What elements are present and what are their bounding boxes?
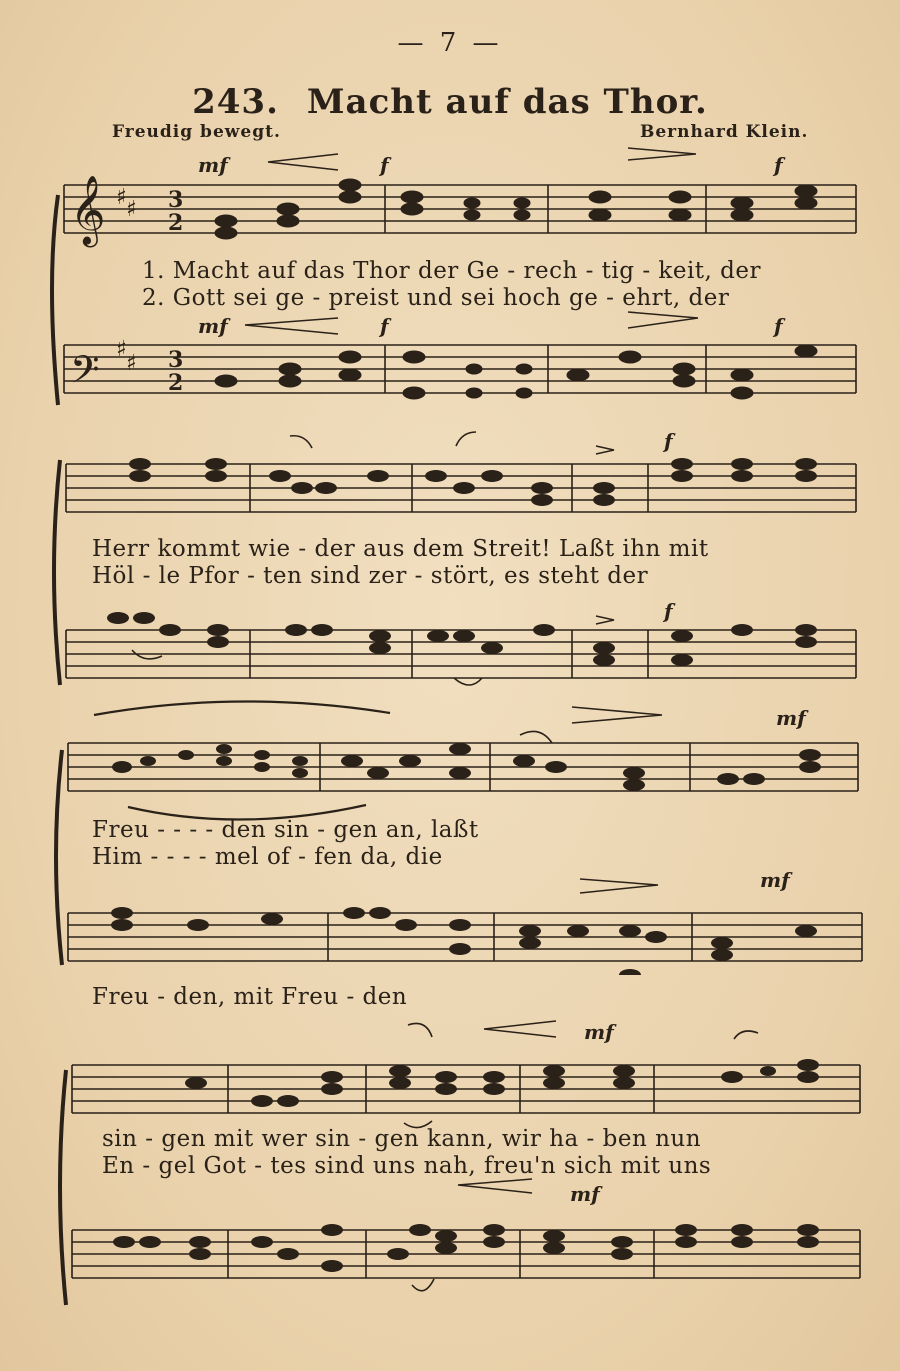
dynamic-f: f: [774, 314, 783, 338]
lyrics-verse-1: sin - gen mit wer sin - gen kann, wir ha - ben nun: [102, 1126, 702, 1152]
dynamic-mf: mf: [198, 153, 228, 177]
time-signature-top: 3: [168, 347, 184, 373]
dynamic-f: f: [774, 153, 783, 177]
dynamic-f: f: [380, 153, 389, 177]
notes-system-2: [107, 458, 817, 666]
treble-clef-icon: 𝄞: [70, 175, 106, 245]
time-signature-bottom: 2: [168, 370, 184, 396]
time-signature-top: 3: [168, 187, 184, 213]
lyrics-verse-1: 1. Macht auf das Thor der Ge - rech - tig - keit, der: [142, 258, 761, 284]
dynamic-mf: mf: [760, 868, 790, 892]
bass-clef-icon: 𝄢: [70, 347, 100, 401]
page-number: — 7 —: [397, 28, 503, 58]
lyrics-verse-1: Herr kommt wie - der aus dem Streit! Laßt ihn mit: [92, 536, 709, 562]
lyrics-verse-2: 2. Gott sei ge - preist und sei hoch ge - ehrt, der: [142, 285, 730, 311]
lyrics-verse-2: Him - - - - mel of - fen da, die: [92, 844, 443, 870]
dynamic-mf: mf: [198, 314, 228, 338]
dynamic-f: f: [664, 599, 673, 623]
dynamic-mf: mf: [584, 1020, 614, 1044]
dynamic-f: f: [380, 314, 389, 338]
sharp-icon: ♯: [116, 185, 127, 210]
sharp-icon: ♯: [126, 351, 137, 376]
sharp-icon: ♯: [116, 337, 127, 362]
composer-name: Bernhard Klein.: [640, 122, 809, 142]
tempo-marking: Freudig bewegt.: [112, 122, 281, 142]
time-signature-bottom: 2: [168, 210, 184, 236]
lyrics-refrain: Freu - den, mit Freu - den: [92, 984, 408, 1010]
hymn-title: [0, 82, 900, 122]
lyrics-verse-1: Freu - - - - den sin - gen an, laßt: [92, 817, 479, 843]
lyrics-verse-2: Höl - le Pfor - ten sind zer - stört, es steht der: [92, 563, 649, 589]
hymn-number: 243.: [192, 82, 279, 122]
lyrics-verse-2: En - gel Got - tes sind uns nah, freu'n sich mit uns: [102, 1153, 712, 1179]
dynamic-mf: mf: [776, 706, 806, 730]
dynamic-f: f: [664, 429, 673, 453]
sharp-icon: ♯: [126, 197, 137, 222]
hymn-title-text: Macht auf das Thor.: [306, 82, 708, 122]
dynamic-mf: mf: [570, 1182, 600, 1206]
